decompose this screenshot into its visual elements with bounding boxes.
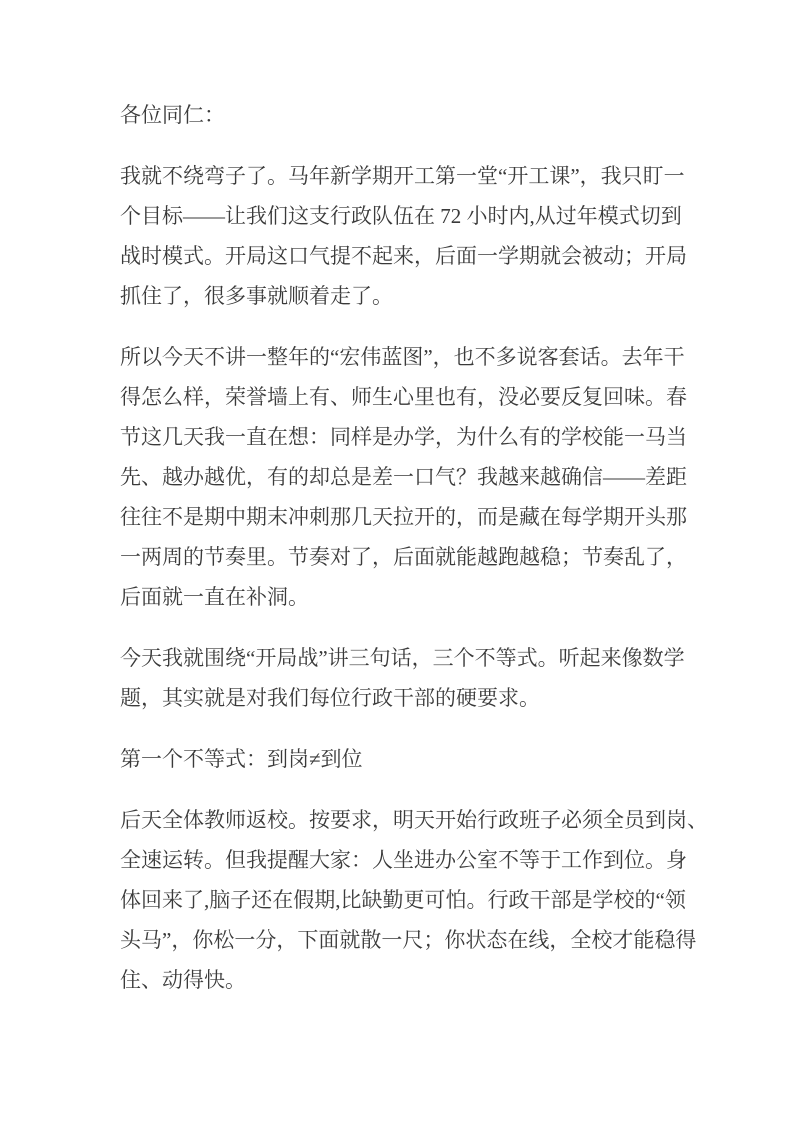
- text-line: 体回来了,脑子还在假期,比缺勤更可怕。行政干部是学校的“领: [120, 888, 686, 912]
- paragraph: [120, 800, 708, 1000]
- text-line: 节这几天我一直在想：同样是办学，为什么有的学校能一马当: [120, 425, 687, 449]
- text-line: 先、越办越优，有的却总是差一口气？我越来越确信——差距: [120, 465, 687, 489]
- text-line: 一两周的节奏里。节奏对了，后面就能越跑越稳；节奏乱了，: [120, 545, 687, 569]
- text-line: 战时模式。开局这口气提不起来，后面一学期就会被动；开局: [120, 244, 687, 268]
- paragraph: [120, 337, 687, 617]
- section-heading: [120, 739, 668, 779]
- text-line: 全速运转。但我提醒大家：人坐进办公室不等于工作到位。身: [120, 848, 687, 872]
- paragraph: [120, 156, 687, 316]
- text-line: 往往不是期中期末冲刺那几天拉开的，而是藏在每学期开头那: [120, 505, 687, 529]
- text-line: 今天我就围绕“开局战”讲三句话，三个不等式。听起来像数学: [120, 646, 685, 670]
- paragraph: [120, 638, 685, 718]
- salutation: [120, 95, 668, 135]
- text-line: 我就不绕弯子了。马年新学期开工第一堂“开工课”，我只盯一: [120, 164, 685, 188]
- text-line: 住、动得快。: [120, 968, 246, 992]
- text-line: 所以今天不讲一整年的“宏伟蓝图”，也不多说客套话。去年干: [120, 345, 685, 369]
- text-line: 个目标——让我们这支行政队伍在 72 小时内,从过年模式切到: [120, 204, 682, 228]
- heading-text: 第一个不等式：到岗≠到位: [120, 747, 363, 771]
- text-line: 各位同仁：: [120, 103, 225, 127]
- text-line: 头马”，你松一分，下面就散一尺；你状态在线，全校才能稳得: [120, 928, 697, 952]
- text-line: 题，其实就是对我们每位行政干部的硬要求。: [120, 686, 540, 710]
- text-line: 抓住了，很多事就顺着走了。: [120, 284, 393, 308]
- text-line: 后天全体教师返校。按要求，明天开始行政班子必须全员到岗、: [120, 808, 708, 832]
- text-line: 后面就一直在补洞。: [120, 585, 309, 609]
- text-line: 得怎么样，荣誉墙上有、师生心里也有，没必要反复回味。春: [120, 385, 687, 409]
